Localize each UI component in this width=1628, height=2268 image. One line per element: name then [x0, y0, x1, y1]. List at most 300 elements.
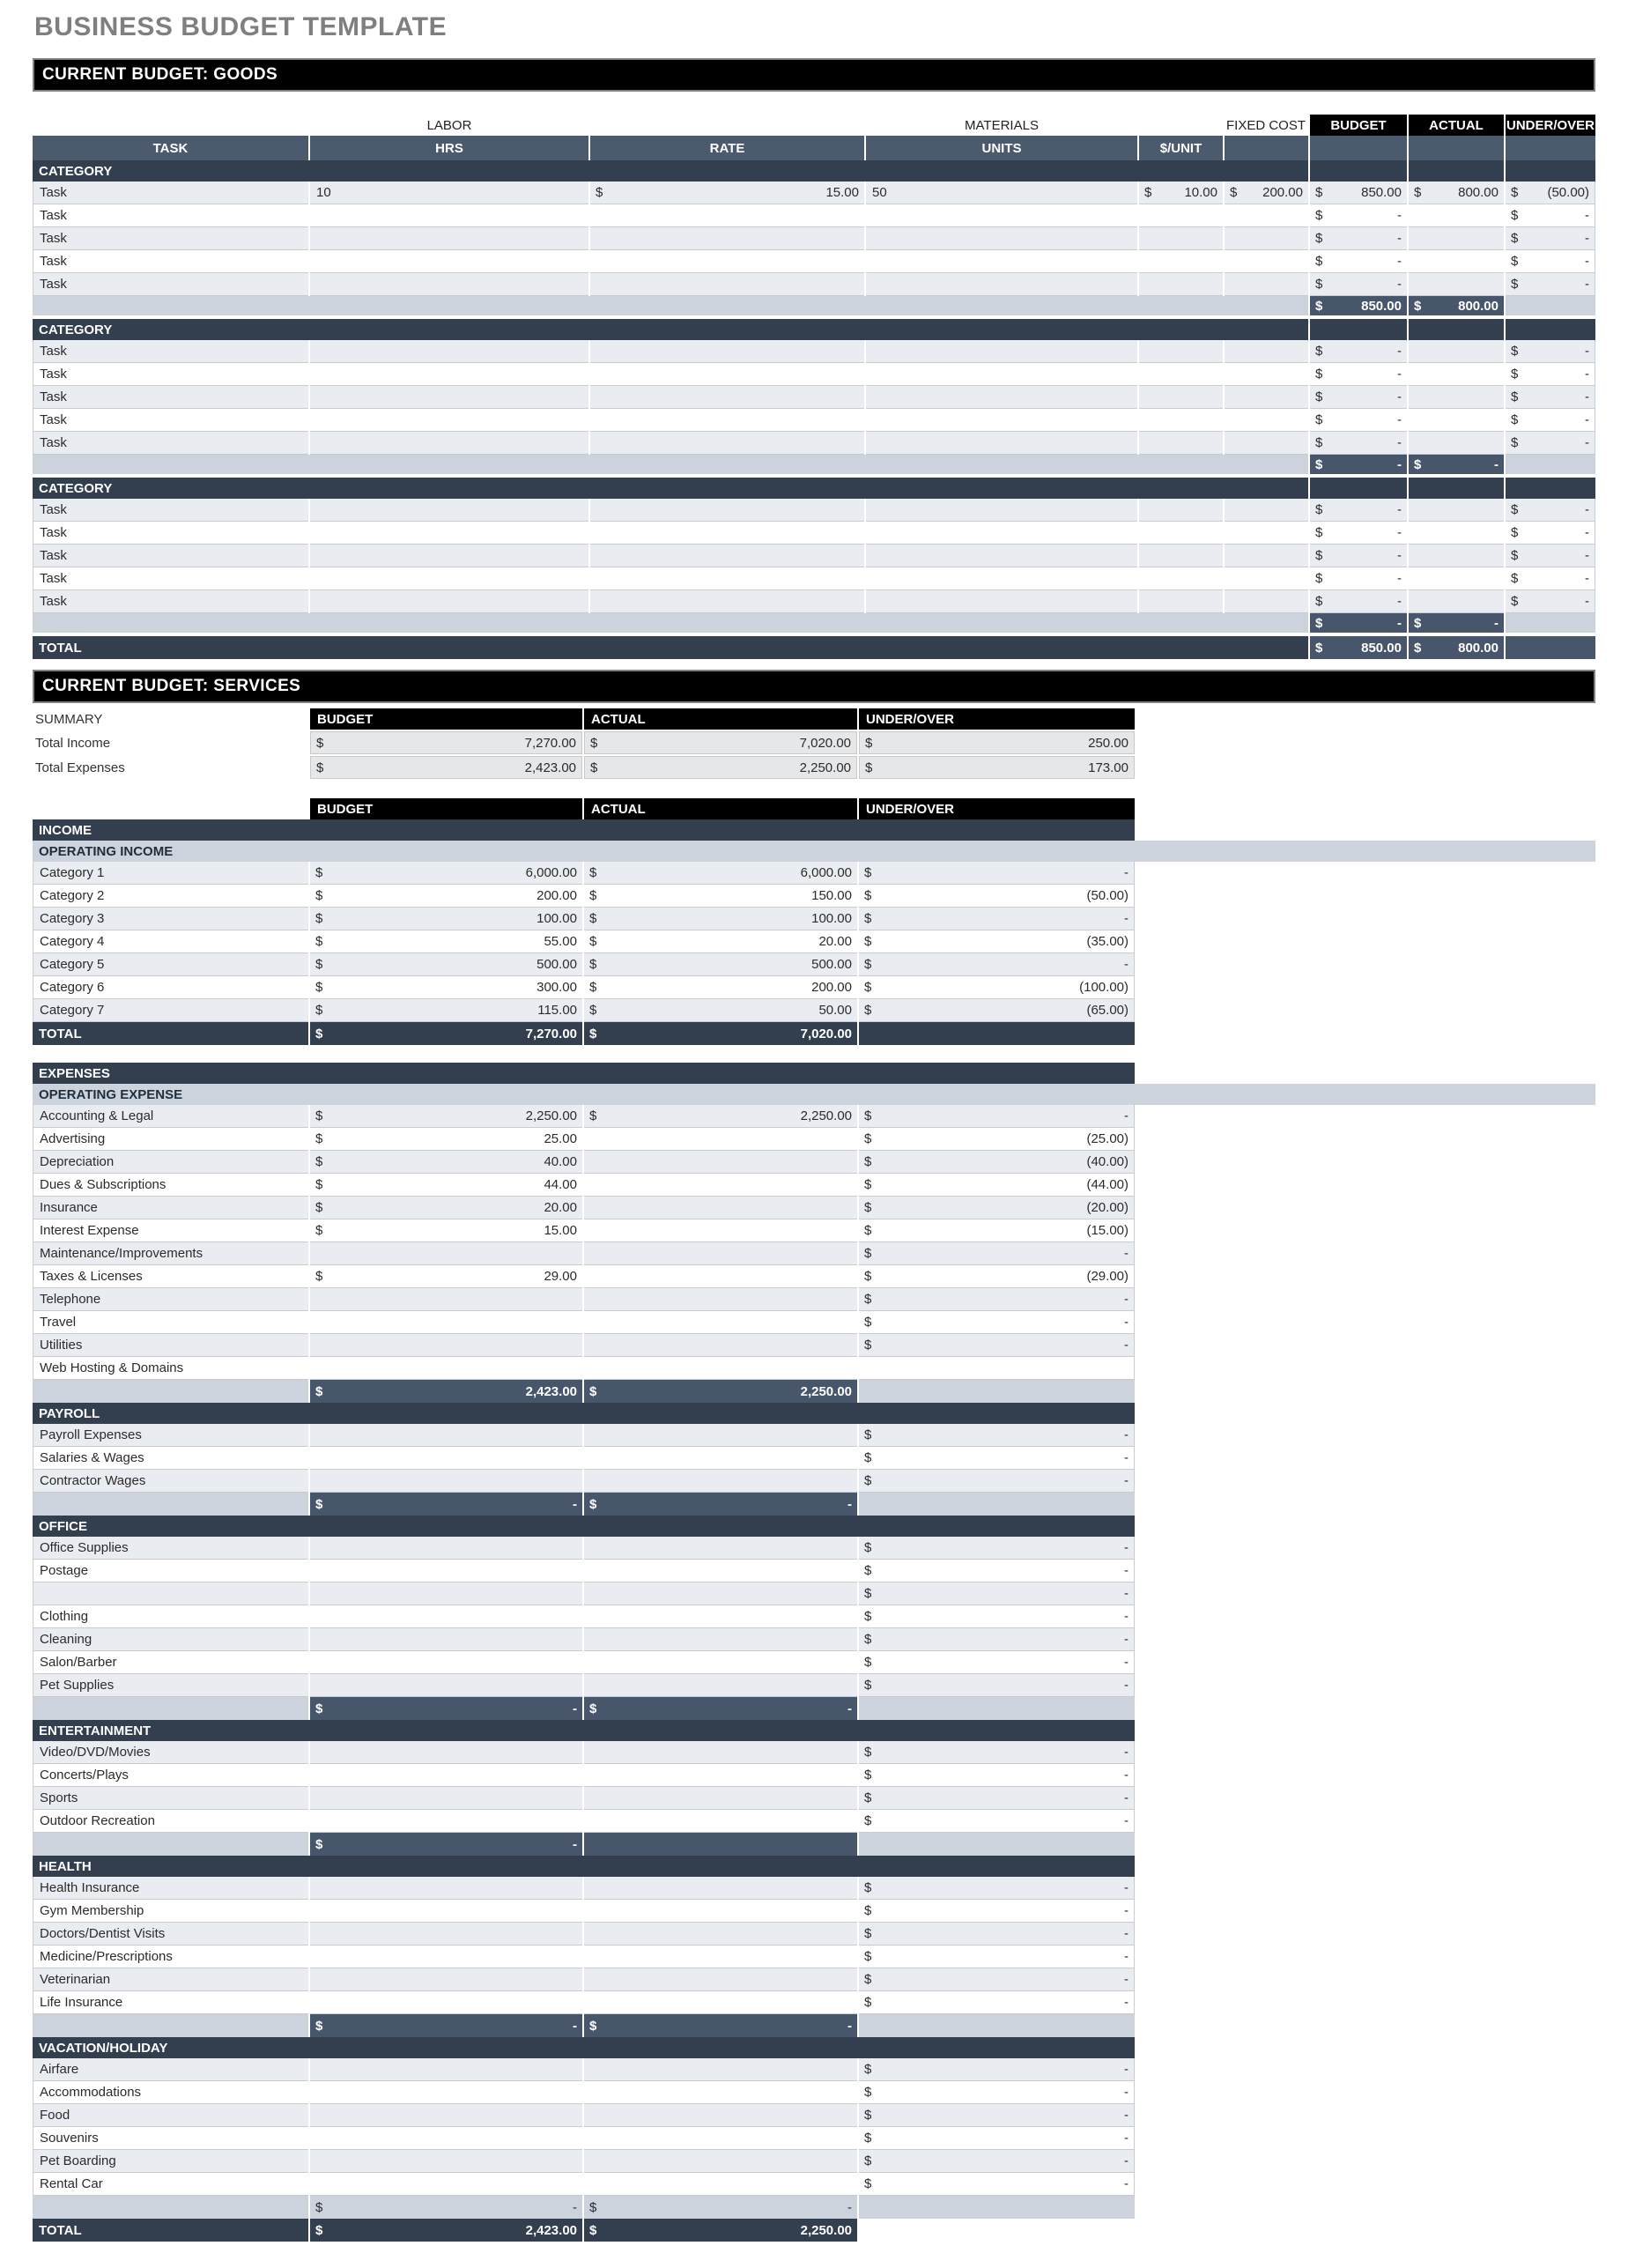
summary-underover-cell[interactable] — [859, 756, 1135, 779]
expense-underover-cell[interactable] — [859, 1470, 1135, 1493]
hrs-cell[interactable] — [310, 250, 588, 273]
rate-cell[interactable] — [590, 409, 864, 432]
expense-actual-cell[interactable] — [584, 1265, 857, 1288]
expense-row-label[interactable]: Payroll Expenses — [33, 1424, 308, 1447]
unit-cost-cell[interactable] — [1139, 590, 1223, 613]
expense-row-label[interactable]: Concerts/Plays — [33, 1764, 308, 1787]
task-cell[interactable]: Task — [33, 522, 308, 545]
expense-actual-cell[interactable] — [584, 1197, 857, 1219]
actual-cell[interactable] — [1409, 545, 1504, 567]
expense-actual-cell[interactable] — [584, 1311, 857, 1334]
expense-underover-cell[interactable] — [859, 1628, 1135, 1651]
task-cell[interactable]: Task — [33, 409, 308, 432]
expense-actual-cell[interactable] — [584, 1741, 857, 1764]
expense-subtotal-budget-cell[interactable] — [310, 1380, 582, 1403]
fixed-cost-cell[interactable] — [1225, 227, 1308, 250]
expense-subtotal-actual-cell[interactable] — [584, 2196, 857, 2219]
expense-underover-cell[interactable] — [859, 1764, 1135, 1787]
expense-row-label[interactable]: Utilities — [33, 1334, 308, 1357]
units-cell[interactable] — [866, 432, 1137, 455]
unit-cost-cell[interactable] — [1139, 363, 1223, 386]
expense-budget-cell[interactable] — [310, 2104, 582, 2127]
units-cell[interactable] — [866, 204, 1137, 227]
expense-budget-cell[interactable] — [310, 1923, 582, 1946]
expense-budget-cell[interactable] — [310, 2173, 582, 2196]
category-subtotal-actual-cell[interactable] — [1409, 455, 1504, 474]
expense-actual-cell[interactable] — [584, 2104, 857, 2127]
expense-actual-cell[interactable] — [584, 1105, 857, 1128]
expense-row-label[interactable]: Medicine/Prescriptions — [33, 1946, 308, 1968]
expense-row-label[interactable]: Souvenirs — [33, 2127, 308, 2150]
actual-cell[interactable] — [1409, 590, 1504, 613]
expense-row-label[interactable]: Web Hosting & Domains — [33, 1357, 308, 1380]
expense-actual-cell[interactable] — [584, 1605, 857, 1628]
expense-budget-cell[interactable] — [310, 1810, 582, 1833]
underover-cell[interactable] — [1506, 182, 1595, 204]
expense-budget-cell[interactable] — [310, 2127, 582, 2150]
expense-subtotal-budget-cell[interactable] — [310, 1493, 582, 1516]
unit-cost-cell[interactable] — [1139, 227, 1223, 250]
budget-cell[interactable] — [1310, 499, 1407, 522]
rate-cell[interactable] — [590, 250, 864, 273]
expense-underover-cell[interactable] — [859, 2058, 1135, 2081]
unit-cost-cell[interactable] — [1139, 386, 1223, 409]
units-cell[interactable] — [866, 590, 1137, 613]
expense-actual-cell[interactable] — [584, 1537, 857, 1560]
task-cell[interactable]: Task — [33, 273, 308, 296]
budget-cell[interactable] — [1310, 432, 1407, 455]
unit-cost-cell[interactable] — [1139, 432, 1223, 455]
expense-subtotal-budget-cell[interactable] — [310, 2196, 582, 2219]
expense-actual-cell[interactable] — [584, 1334, 857, 1357]
unit-cost-cell[interactable] — [1139, 522, 1223, 545]
actual-cell[interactable] — [1409, 409, 1504, 432]
goods-total-budget-cell[interactable] — [1310, 636, 1407, 659]
expense-row-label[interactable]: Insurance — [33, 1197, 308, 1219]
rate-cell[interactable] — [590, 545, 864, 567]
expense-actual-cell[interactable] — [584, 1877, 857, 1900]
expense-underover-cell[interactable] — [859, 1334, 1135, 1357]
expense-underover-cell[interactable] — [859, 2127, 1135, 2150]
expense-subtotal-actual-cell[interactable] — [584, 1833, 857, 1856]
underover-cell[interactable] — [1506, 409, 1595, 432]
expense-budget-cell[interactable] — [310, 1674, 582, 1697]
fixed-cost-cell[interactable] — [1225, 545, 1308, 567]
expense-actual-cell[interactable] — [584, 1900, 857, 1923]
expense-row-label[interactable]: Airfare — [33, 2058, 308, 2081]
hrs-cell[interactable] — [310, 409, 588, 432]
fixed-cost-cell[interactable] — [1225, 432, 1308, 455]
expense-actual-cell[interactable] — [584, 1288, 857, 1311]
expense-underover-cell[interactable] — [859, 2173, 1135, 2196]
expense-budget-cell[interactable] — [310, 1265, 582, 1288]
expense-underover-cell[interactable] — [859, 1447, 1135, 1470]
actual-cell[interactable] — [1409, 227, 1504, 250]
income-actual-cell[interactable] — [584, 976, 857, 999]
actual-cell[interactable] — [1409, 567, 1504, 590]
fixed-cost-cell[interactable] — [1225, 182, 1308, 204]
expense-budget-cell[interactable] — [310, 2058, 582, 2081]
budget-cell[interactable] — [1310, 386, 1407, 409]
expense-underover-cell[interactable] — [859, 1810, 1135, 1833]
income-underover-cell[interactable] — [859, 862, 1135, 885]
income-underover-cell[interactable] — [859, 885, 1135, 908]
task-cell[interactable]: Task — [33, 250, 308, 273]
expense-budget-cell[interactable] — [310, 1560, 582, 1582]
expense-subtotal-budget-cell[interactable] — [310, 1697, 582, 1720]
task-cell[interactable]: Task — [33, 545, 308, 567]
expense-budget-cell[interactable] — [310, 1357, 582, 1380]
expense-budget-cell[interactable] — [310, 1877, 582, 1900]
expense-underover-cell[interactable] — [859, 1968, 1135, 1991]
underover-cell[interactable] — [1506, 273, 1595, 296]
underover-cell[interactable] — [1506, 340, 1595, 363]
underover-cell[interactable] — [1506, 522, 1595, 545]
expense-actual-cell[interactable] — [584, 1424, 857, 1447]
income-row-label[interactable]: Category 7 — [33, 999, 308, 1022]
expense-row-label[interactable]: Veterinarian — [33, 1968, 308, 1991]
category-header-row[interactable] — [33, 478, 1595, 499]
expense-underover-cell[interactable] — [859, 1357, 1135, 1380]
unit-cost-cell[interactable] — [1139, 340, 1223, 363]
expense-budget-cell[interactable] — [310, 1537, 582, 1560]
expense-underover-cell[interactable] — [859, 1741, 1135, 1764]
expense-underover-cell[interactable] — [859, 1537, 1135, 1560]
income-actual-cell[interactable] — [584, 885, 857, 908]
summary-actual-cell[interactable] — [584, 756, 857, 779]
income-underover-cell[interactable] — [859, 908, 1135, 930]
actual-cell[interactable] — [1409, 522, 1504, 545]
expense-row-label[interactable]: Rental Car — [33, 2173, 308, 2196]
expense-budget-cell[interactable] — [310, 1991, 582, 2014]
income-underover-cell[interactable] — [859, 953, 1135, 976]
task-cell[interactable]: Task — [33, 499, 308, 522]
category-subtotal-budget-cell[interactable] — [1310, 296, 1407, 315]
expense-row-label[interactable]: Pet Supplies — [33, 1674, 308, 1697]
underover-cell[interactable] — [1506, 499, 1595, 522]
rate-cell[interactable] — [590, 182, 864, 204]
unit-cost-cell[interactable] — [1139, 250, 1223, 273]
grand-total-actual-cell[interactable] — [584, 2219, 857, 2242]
grand-total-budget-cell[interactable] — [310, 2219, 582, 2242]
hrs-cell[interactable] — [310, 204, 588, 227]
expense-row-label[interactable]: Food — [33, 2104, 308, 2127]
fixed-cost-cell[interactable] — [1225, 204, 1308, 227]
expense-row-label[interactable]: Taxes & Licenses — [33, 1265, 308, 1288]
expense-budget-cell[interactable] — [310, 1764, 582, 1787]
income-actual-cell[interactable] — [584, 930, 857, 953]
expense-underover-cell[interactable] — [859, 1946, 1135, 1968]
expense-actual-cell[interactable] — [584, 1923, 857, 1946]
expense-row-label[interactable]: Office Supplies — [33, 1537, 308, 1560]
expense-actual-cell[interactable] — [584, 2058, 857, 2081]
income-budget-cell[interactable] — [310, 885, 582, 908]
expense-underover-cell[interactable] — [859, 1311, 1135, 1334]
income-row-label[interactable]: Category 3 — [33, 908, 308, 930]
income-underover-cell[interactable] — [859, 976, 1135, 999]
income-underover-cell[interactable] — [859, 930, 1135, 953]
expense-actual-cell[interactable] — [584, 1946, 857, 1968]
actual-cell[interactable] — [1409, 250, 1504, 273]
budget-cell[interactable] — [1310, 522, 1407, 545]
expense-budget-cell[interactable] — [310, 2081, 582, 2104]
expense-actual-cell[interactable] — [584, 1787, 857, 1810]
rate-cell[interactable] — [590, 432, 864, 455]
rate-cell[interactable] — [590, 204, 864, 227]
unit-cost-cell[interactable] — [1139, 182, 1223, 204]
expense-actual-cell[interactable] — [584, 1628, 857, 1651]
expense-actual-cell[interactable] — [584, 1810, 857, 1833]
task-cell[interactable]: Task — [33, 567, 308, 590]
units-cell[interactable] — [866, 250, 1137, 273]
task-cell[interactable]: Task — [33, 204, 308, 227]
unit-cost-cell[interactable] — [1139, 499, 1223, 522]
rate-cell[interactable] — [590, 522, 864, 545]
expense-row-label[interactable]: Life Insurance — [33, 1991, 308, 2014]
hrs-cell[interactable] — [310, 386, 588, 409]
task-cell[interactable]: Task — [33, 590, 308, 613]
expense-budget-cell[interactable] — [310, 1787, 582, 1810]
underover-cell[interactable] — [1506, 567, 1595, 590]
expense-row-label[interactable]: Sports — [33, 1787, 308, 1810]
expense-budget-cell[interactable] — [310, 1447, 582, 1470]
units-cell[interactable] — [866, 386, 1137, 409]
expense-actual-cell[interactable] — [584, 1174, 857, 1197]
unit-cost-cell[interactable] — [1139, 204, 1223, 227]
expense-row-label[interactable]: Accommodations — [33, 2081, 308, 2104]
expense-subtotal-actual-cell[interactable] — [584, 1493, 857, 1516]
underover-cell[interactable] — [1506, 590, 1595, 613]
income-actual-cell[interactable] — [584, 908, 857, 930]
fixed-cost-cell[interactable] — [1225, 567, 1308, 590]
category-subtotal-actual-cell[interactable] — [1409, 613, 1504, 633]
expense-budget-cell[interactable] — [310, 1900, 582, 1923]
units-cell[interactable] — [866, 227, 1137, 250]
expense-row-label[interactable]: Cleaning — [33, 1628, 308, 1651]
category-header-row[interactable] — [33, 160, 1595, 182]
units-cell[interactable] — [866, 363, 1137, 386]
expense-actual-cell[interactable] — [584, 1560, 857, 1582]
category-subtotal-budget-cell[interactable] — [1310, 455, 1407, 474]
actual-cell[interactable] — [1409, 386, 1504, 409]
expense-row-label[interactable]: Health Insurance — [33, 1877, 308, 1900]
expense-underover-cell[interactable] — [859, 1787, 1135, 1810]
units-cell[interactable] — [866, 409, 1137, 432]
expense-actual-cell[interactable] — [584, 2127, 857, 2150]
expense-budget-cell[interactable] — [310, 1628, 582, 1651]
income-budget-cell[interactable] — [310, 999, 582, 1022]
expense-row-label[interactable]: Accounting & Legal — [33, 1105, 308, 1128]
underover-cell[interactable] — [1506, 386, 1595, 409]
fixed-cost-cell[interactable] — [1225, 409, 1308, 432]
income-row-label[interactable]: Category 5 — [33, 953, 308, 976]
expense-row-label[interactable]: Depreciation — [33, 1151, 308, 1174]
expense-actual-cell[interactable] — [584, 2081, 857, 2104]
expense-actual-cell[interactable] — [584, 1470, 857, 1493]
hrs-cell[interactable]: 10 — [310, 182, 588, 204]
expense-budget-cell[interactable] — [310, 1128, 582, 1151]
actual-cell[interactable] — [1409, 340, 1504, 363]
income-budget-cell[interactable] — [310, 953, 582, 976]
expense-underover-cell[interactable] — [859, 1242, 1135, 1265]
budget-cell[interactable] — [1310, 204, 1407, 227]
expense-row-label[interactable]: Maintenance/Improvements — [33, 1242, 308, 1265]
units-cell[interactable] — [866, 522, 1137, 545]
expense-subtotal-actual-cell[interactable] — [584, 2014, 857, 2037]
expense-row-label[interactable]: Doctors/Dentist Visits — [33, 1923, 308, 1946]
expense-underover-cell[interactable] — [859, 1991, 1135, 2014]
budget-cell[interactable] — [1310, 273, 1407, 296]
expense-budget-cell[interactable] — [310, 1651, 582, 1674]
expense-row-label[interactable]: Dues & Subscriptions — [33, 1174, 308, 1197]
rate-cell[interactable] — [590, 499, 864, 522]
fixed-cost-cell[interactable] — [1225, 522, 1308, 545]
expense-budget-cell[interactable] — [310, 1311, 582, 1334]
expense-underover-cell[interactable] — [859, 1424, 1135, 1447]
expense-underover-cell[interactable] — [859, 1900, 1135, 1923]
expense-actual-cell[interactable] — [584, 1991, 857, 2014]
budget-cell[interactable] — [1310, 182, 1407, 204]
rate-cell[interactable] — [590, 386, 864, 409]
summary-budget-cell[interactable] — [310, 731, 582, 754]
expense-actual-cell[interactable] — [584, 1582, 857, 1605]
expense-subtotal-budget-cell[interactable] — [310, 2014, 582, 2037]
task-cell[interactable]: Task — [33, 386, 308, 409]
unit-cost-cell[interactable] — [1139, 545, 1223, 567]
income-row-label[interactable]: Category 2 — [33, 885, 308, 908]
summary-actual-cell[interactable] — [584, 731, 857, 754]
expense-underover-cell[interactable] — [859, 2150, 1135, 2173]
expense-actual-cell[interactable] — [584, 1674, 857, 1697]
expense-budget-cell[interactable] — [310, 1242, 582, 1265]
income-row-label[interactable]: Category 1 — [33, 862, 308, 885]
expense-actual-cell[interactable] — [584, 1128, 857, 1151]
expense-underover-cell[interactable] — [859, 1877, 1135, 1900]
units-cell[interactable] — [866, 567, 1137, 590]
actual-cell[interactable] — [1409, 432, 1504, 455]
budget-cell[interactable] — [1310, 567, 1407, 590]
units-cell[interactable] — [866, 499, 1137, 522]
expense-budget-cell[interactable] — [310, 1174, 582, 1197]
expense-subtotal-actual-cell[interactable] — [584, 1697, 857, 1720]
income-underover-cell[interactable] — [859, 999, 1135, 1022]
hrs-cell[interactable] — [310, 340, 588, 363]
expense-actual-cell[interactable] — [584, 2173, 857, 2196]
budget-cell[interactable] — [1310, 545, 1407, 567]
expense-budget-cell[interactable] — [310, 1197, 582, 1219]
expense-row-label[interactable]: Pet Boarding — [33, 2150, 308, 2173]
income-budget-cell[interactable] — [310, 930, 582, 953]
unit-cost-cell[interactable] — [1139, 409, 1223, 432]
expense-actual-cell[interactable] — [584, 1651, 857, 1674]
income-budget-cell[interactable] — [310, 976, 582, 999]
income-actual-cell[interactable] — [584, 953, 857, 976]
hrs-cell[interactable] — [310, 273, 588, 296]
actual-cell[interactable] — [1409, 363, 1504, 386]
summary-underover-cell[interactable] — [859, 731, 1135, 754]
budget-cell[interactable] — [1310, 590, 1407, 613]
expense-row-label[interactable]: Advertising — [33, 1128, 308, 1151]
budget-cell[interactable] — [1310, 340, 1407, 363]
expense-budget-cell[interactable] — [310, 1946, 582, 1968]
expense-budget-cell[interactable] — [310, 1741, 582, 1764]
summary-budget-cell[interactable] — [310, 756, 582, 779]
hrs-cell[interactable] — [310, 499, 588, 522]
units-cell[interactable] — [866, 545, 1137, 567]
expense-row-label[interactable] — [33, 1582, 308, 1605]
expense-underover-cell[interactable] — [859, 1197, 1135, 1219]
income-row-label[interactable]: Category 4 — [33, 930, 308, 953]
expense-budget-cell[interactable] — [310, 2150, 582, 2173]
expense-budget-cell[interactable] — [310, 1605, 582, 1628]
expense-budget-cell[interactable] — [310, 1334, 582, 1357]
income-budget-cell[interactable] — [310, 862, 582, 885]
actual-cell[interactable] — [1409, 182, 1504, 204]
expense-row-label[interactable]: Contractor Wages — [33, 1470, 308, 1493]
budget-cell[interactable] — [1310, 409, 1407, 432]
category-header-row[interactable] — [33, 319, 1595, 340]
expense-underover-cell[interactable] — [859, 2104, 1135, 2127]
fixed-cost-cell[interactable] — [1225, 386, 1308, 409]
hrs-cell[interactable] — [310, 567, 588, 590]
expense-row-label[interactable]: Postage — [33, 1560, 308, 1582]
task-cell[interactable]: Task — [33, 227, 308, 250]
expense-actual-cell[interactable] — [584, 1219, 857, 1242]
expense-underover-cell[interactable] — [859, 1128, 1135, 1151]
fixed-cost-cell[interactable] — [1225, 340, 1308, 363]
fixed-cost-cell[interactable] — [1225, 363, 1308, 386]
expense-underover-cell[interactable] — [859, 1219, 1135, 1242]
expense-subtotal-budget-cell[interactable] — [310, 1833, 582, 1856]
actual-cell[interactable] — [1409, 499, 1504, 522]
task-cell[interactable]: Task — [33, 182, 308, 204]
rate-cell[interactable] — [590, 227, 864, 250]
goods-total-actual-cell[interactable] — [1409, 636, 1504, 659]
unit-cost-cell[interactable] — [1139, 273, 1223, 296]
expense-underover-cell[interactable] — [859, 1923, 1135, 1946]
budget-cell[interactable] — [1310, 227, 1407, 250]
fixed-cost-cell[interactable] — [1225, 499, 1308, 522]
expense-row-label[interactable]: Interest Expense — [33, 1219, 308, 1242]
expense-subtotal-actual-cell[interactable] — [584, 1380, 857, 1403]
rate-cell[interactable] — [590, 340, 864, 363]
expense-underover-cell[interactable] — [859, 1288, 1135, 1311]
hrs-cell[interactable] — [310, 363, 588, 386]
units-cell[interactable] — [866, 340, 1137, 363]
expense-budget-cell[interactable] — [310, 1582, 582, 1605]
expense-underover-cell[interactable] — [859, 1174, 1135, 1197]
expense-budget-cell[interactable] — [310, 1288, 582, 1311]
actual-cell[interactable] — [1409, 273, 1504, 296]
expense-underover-cell[interactable] — [859, 2081, 1135, 2104]
income-actual-cell[interactable] — [584, 862, 857, 885]
rate-cell[interactable] — [590, 273, 864, 296]
expense-actual-cell[interactable] — [584, 2150, 857, 2173]
income-total-actual-cell[interactable] — [584, 1022, 857, 1045]
expense-row-label[interactable]: Travel — [33, 1311, 308, 1334]
expense-actual-cell[interactable] — [584, 1968, 857, 1991]
income-row-label[interactable]: Category 6 — [33, 976, 308, 999]
expense-actual-cell[interactable] — [584, 1357, 857, 1380]
underover-cell[interactable] — [1506, 227, 1595, 250]
expense-actual-cell[interactable] — [584, 1242, 857, 1265]
rate-cell[interactable] — [590, 567, 864, 590]
underover-cell[interactable] — [1506, 545, 1595, 567]
underover-cell[interactable] — [1506, 204, 1595, 227]
expense-underover-cell[interactable] — [859, 1560, 1135, 1582]
income-actual-cell[interactable] — [584, 999, 857, 1022]
expense-budget-cell[interactable] — [310, 1105, 582, 1128]
